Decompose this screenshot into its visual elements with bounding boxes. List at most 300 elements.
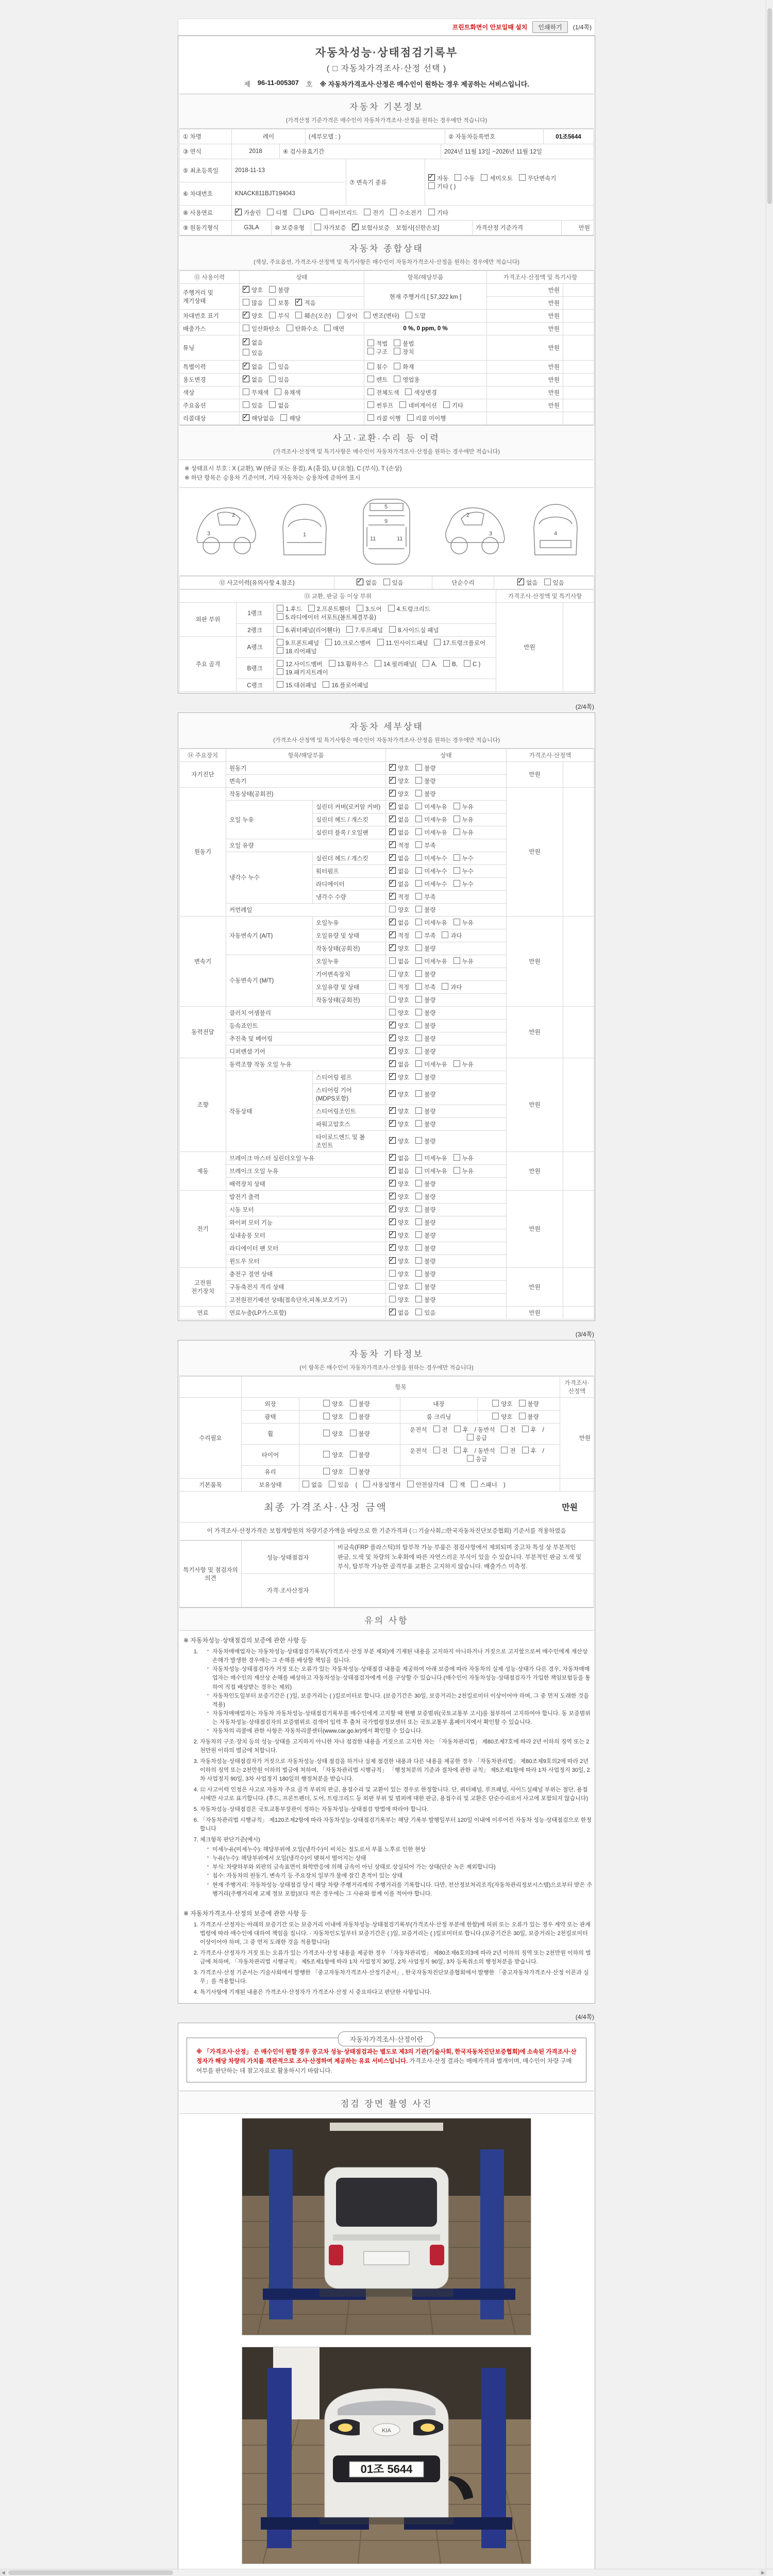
checkbox-checked[interactable] (428, 174, 435, 181)
checkbox[interactable] (467, 1434, 474, 1440)
column-header (180, 749, 226, 761)
cell-text: 만원 (529, 1310, 541, 1316)
checkbox[interactable] (522, 1447, 529, 1453)
checkbox[interactable] (367, 376, 374, 382)
section-title: 사고·교환·수리 등 이력 (333, 433, 440, 443)
checkbox[interactable] (415, 1060, 422, 1067)
checkbox[interactable] (277, 605, 283, 612)
checkbox-option (346, 626, 383, 634)
print-button[interactable]: 인쇄하기 (532, 21, 567, 33)
checkbox-checked[interactable] (389, 1022, 396, 1028)
checkbox[interactable] (280, 414, 287, 421)
checkbox-checked[interactable] (389, 931, 396, 938)
checkbox-option (389, 996, 409, 1004)
checkbox-option (314, 224, 346, 232)
checkbox[interactable] (428, 209, 435, 215)
checkbox[interactable] (415, 1257, 422, 1264)
option-label: 없음 (398, 881, 410, 888)
checkbox[interactable] (407, 414, 414, 421)
detail-condition-table (179, 749, 594, 1319)
checkbox-option (410, 1426, 427, 1434)
checkbox[interactable] (492, 1413, 499, 1419)
cell (386, 1306, 507, 1319)
checkbox[interactable] (453, 828, 460, 835)
checkbox[interactable] (350, 1451, 357, 1458)
checkbox[interactable] (464, 660, 470, 667)
cell (386, 1019, 507, 1032)
cell (240, 374, 364, 386)
checkbox-checked[interactable] (389, 841, 396, 848)
cell (242, 1397, 299, 1410)
cell (180, 761, 226, 787)
checkbox[interactable] (415, 1009, 422, 1015)
checkbox[interactable] (367, 401, 374, 408)
vertical-scrollbar[interactable] (766, 0, 773, 2569)
option-label: 수동 (463, 175, 475, 182)
cell (386, 1216, 507, 1229)
checkbox[interactable] (277, 660, 283, 667)
checkbox-checked[interactable] (352, 224, 359, 230)
checkbox[interactable] (415, 1090, 422, 1097)
option-label: 18.리어패널 (285, 648, 317, 655)
cell (386, 1164, 507, 1177)
checkbox[interactable] (389, 970, 396, 977)
checkbox[interactable] (415, 983, 422, 990)
checkbox[interactable] (367, 363, 374, 369)
table-row (180, 335, 594, 361)
checkbox[interactable] (454, 1426, 461, 1432)
checkbox-checked[interactable] (389, 854, 396, 861)
checkbox[interactable] (294, 209, 300, 215)
option-label: 8.사이드실 패널 (398, 627, 439, 634)
checkbox[interactable] (323, 1413, 330, 1419)
checkbox-checked[interactable] (243, 376, 249, 382)
checkbox-option (433, 1426, 448, 1434)
cell (507, 1306, 563, 1319)
checkbox[interactable] (415, 1206, 422, 1212)
checkbox[interactable] (415, 1296, 422, 1302)
checkbox-option (467, 1434, 487, 1442)
checkbox-option (415, 828, 447, 837)
checkbox[interactable] (394, 340, 400, 346)
checkbox[interactable] (415, 777, 422, 784)
checkbox[interactable] (415, 931, 422, 938)
checkbox-checked[interactable] (389, 1309, 396, 1315)
checkbox[interactable] (415, 944, 422, 951)
checkbox-checked[interactable] (389, 1047, 396, 1054)
checkbox[interactable] (415, 1270, 422, 1277)
checkbox-checked[interactable] (389, 919, 396, 925)
checkbox[interactable] (287, 325, 293, 331)
checkbox[interactable] (415, 1154, 422, 1161)
checkbox[interactable] (443, 401, 450, 408)
checkbox[interactable] (323, 1468, 330, 1475)
cell (386, 1058, 507, 1071)
notice-subitem: ▪ 자동차성능·상태점검자가 거짓 또는 오류가 있는 자동차성능·상태점검 내용을 제공하여 아래 보증에 따라 자동차의 실제 성능·상태가 다른 경우, 자동차매매업자는 매수인의 재산상 손해를 배상하고 자동차성능·상태점검자에게 이를 구상할 수 있습니다.(매수인이 자동차성능·상태점검자가 가입한 책임보험등을 통하여 직접 배상받는 경우는 제외) (207, 1665, 594, 1691)
checkbox[interactable] (415, 1137, 422, 1144)
checkbox[interactable] (415, 1218, 422, 1225)
checkbox[interactable] (415, 1193, 422, 1199)
checkbox[interactable] (394, 348, 400, 354)
option-label: 불량 (424, 1297, 436, 1303)
checkbox[interactable] (350, 1400, 357, 1406)
checkbox[interactable] (323, 1451, 330, 1458)
checkbox-checked[interactable] (243, 286, 249, 293)
cell (240, 386, 364, 399)
checkbox[interactable] (389, 906, 396, 912)
checkbox-option (323, 1430, 343, 1438)
checkbox[interactable] (433, 1426, 440, 1432)
checkbox[interactable] (481, 174, 488, 181)
checkbox[interactable] (364, 209, 371, 215)
checkbox[interactable] (415, 919, 422, 925)
checkbox[interactable] (375, 660, 381, 667)
checkbox[interactable] (453, 957, 460, 964)
option-label: 없음 (398, 920, 410, 926)
checkbox[interactable] (415, 803, 422, 809)
checkbox-checked[interactable] (389, 880, 396, 887)
checkbox[interactable] (367, 414, 374, 421)
checkbox[interactable] (389, 983, 396, 990)
checkbox[interactable] (275, 388, 281, 395)
cell-text: ⑬ 교환, 판금 등 이상 부위 (304, 593, 372, 600)
checkbox-checked[interactable] (389, 828, 396, 835)
checkbox-checked[interactable] (517, 579, 524, 585)
cell (299, 1465, 400, 1478)
checkbox[interactable] (453, 816, 460, 822)
checkbox-option (415, 1180, 435, 1188)
checkbox[interactable] (367, 348, 374, 354)
checkbox-checked[interactable] (389, 1180, 396, 1187)
checkbox[interactable] (434, 639, 441, 646)
checkbox-option (453, 957, 474, 965)
checkbox-checked[interactable] (389, 893, 396, 900)
checkbox[interactable] (389, 1283, 396, 1290)
checkbox[interactable] (415, 1167, 422, 1174)
checkbox[interactable] (415, 1035, 422, 1041)
checkbox[interactable] (519, 1413, 526, 1419)
checkbox-checked[interactable] (389, 1035, 396, 1041)
checkbox[interactable] (501, 1447, 508, 1453)
checkbox[interactable] (415, 790, 422, 796)
checkbox-option (243, 363, 263, 371)
checkbox-checked[interactable] (389, 867, 396, 874)
checkbox[interactable] (415, 1073, 422, 1080)
cell (487, 323, 563, 335)
checkbox[interactable] (443, 660, 450, 667)
checkbox[interactable] (350, 1430, 357, 1436)
appraiser-opinion-label: 가격·조사산정자 (242, 1574, 334, 1607)
checkbox-checked[interactable] (243, 363, 249, 369)
option-label: 불량 (424, 1048, 436, 1055)
overall-condition-table (179, 270, 594, 425)
checkbox[interactable] (415, 1244, 422, 1251)
checkbox-checked[interactable] (389, 1231, 396, 1238)
notice-subitem: ▪ 1. 자동차매매업자는 자동차성능·상태점검기록부(가격조사·산정 부분 제외)에 기재된 내용을 고지하지 아니하거나 거짓으로 고지함으로써 매수인에게 재산상 손해가 발생한 경우에는 그 손해를 배상할 책임을 집니다. (207, 1648, 594, 1665)
checkbox[interactable] (383, 579, 390, 585)
checkbox-option (415, 1270, 435, 1278)
checkbox[interactable] (323, 681, 329, 688)
checkbox[interactable] (433, 1447, 440, 1453)
checkbox[interactable] (442, 931, 448, 938)
checkbox[interactable] (269, 401, 276, 408)
checkbox[interactable] (357, 605, 363, 612)
checkbox[interactable] (453, 1154, 460, 1161)
checkbox-option (269, 312, 289, 320)
checkbox-checked[interactable] (389, 944, 396, 951)
checkbox[interactable] (364, 312, 371, 318)
checkbox-checked[interactable] (389, 790, 396, 796)
option-label: LPG (302, 210, 314, 216)
transmission-options (428, 176, 562, 182)
checkbox[interactable] (389, 1009, 396, 1015)
checkbox-option (352, 224, 390, 232)
scroll-right-arrow[interactable]: ▶ (760, 2570, 766, 2575)
checkbox[interactable] (389, 1270, 396, 1277)
checkbox[interactable] (415, 1309, 422, 1315)
checkbox[interactable] (243, 349, 249, 355)
checkbox[interactable] (389, 957, 396, 964)
checkbox[interactable] (277, 626, 283, 633)
cell-text: 만원 (548, 364, 560, 370)
option-label: 불량 (278, 287, 290, 294)
scroll-left-arrow[interactable]: ◀ (0, 2570, 7, 2575)
checkbox[interactable] (277, 668, 283, 675)
checkbox[interactable] (519, 174, 526, 181)
checkbox[interactable] (415, 854, 422, 861)
checkbox[interactable] (415, 1180, 422, 1187)
cell-text: 제동 (197, 1168, 209, 1175)
horizontal-scrollbar[interactable] (0, 2569, 773, 2576)
checkbox-checked[interactable] (389, 1206, 396, 1212)
checkbox[interactable] (453, 854, 460, 861)
checkbox[interactable] (329, 1481, 335, 1487)
checkbox[interactable] (394, 376, 400, 382)
cell (386, 890, 507, 903)
checkbox-checked[interactable] (389, 1257, 396, 1264)
checkbox[interactable] (467, 1455, 474, 1462)
cell (240, 335, 364, 361)
cell-text: 내장 (433, 1401, 445, 1408)
checkbox[interactable] (323, 1430, 330, 1436)
checkbox-checked[interactable] (389, 1060, 396, 1067)
checkbox[interactable] (367, 340, 374, 346)
checkbox-checked[interactable] (389, 816, 396, 822)
option-label: 3.도어 (365, 606, 382, 613)
checkbox[interactable] (453, 867, 460, 874)
cell-text: 가격조사·산정액 (564, 1380, 590, 1395)
cell-text: 주요옵션 (183, 403, 206, 409)
checkbox-option (389, 1107, 409, 1115)
checkbox[interactable] (269, 363, 276, 369)
checkbox[interactable] (492, 1400, 499, 1406)
checkbox[interactable] (314, 224, 321, 230)
doc-no: 96-11-005307 (257, 79, 299, 87)
checkbox-checked[interactable] (357, 579, 363, 585)
checkbox-checked[interactable] (389, 1120, 396, 1127)
checkbox[interactable] (346, 626, 353, 633)
checkbox[interactable] (388, 605, 395, 612)
checkbox[interactable] (415, 1231, 422, 1238)
checkbox-checked[interactable] (243, 312, 249, 318)
checkbox[interactable] (267, 209, 274, 215)
checkbox[interactable] (394, 363, 400, 369)
checkbox[interactable] (405, 388, 412, 395)
option-label: 없음 (398, 817, 410, 823)
checkbox[interactable] (415, 1047, 422, 1054)
checkbox[interactable] (321, 209, 327, 215)
checkbox[interactable] (415, 970, 422, 977)
notice-block2-list (179, 1921, 594, 1997)
checkbox[interactable] (415, 841, 422, 848)
checkbox[interactable] (415, 880, 422, 887)
checkbox-checked[interactable] (389, 1167, 396, 1174)
svg-text:11: 11 (396, 535, 403, 542)
checkbox[interactable] (407, 1481, 414, 1487)
checkbox[interactable] (415, 1107, 422, 1114)
horizontal-scrollbar-thumb[interactable] (8, 2570, 173, 2575)
checkbox[interactable] (423, 660, 429, 667)
checkbox[interactable] (269, 312, 276, 318)
checkbox-checked[interactable] (389, 1073, 396, 1080)
checkbox-option (415, 1107, 435, 1115)
option-label: 많음 (251, 300, 263, 307)
checkbox[interactable] (501, 1426, 508, 1432)
checkbox[interactable] (350, 1468, 357, 1475)
checkbox-checked[interactable] (389, 1154, 396, 1161)
checkbox-checked[interactable] (389, 764, 396, 771)
checkbox[interactable] (471, 1481, 478, 1487)
checkbox[interactable] (243, 325, 249, 331)
transmission-label: ⑦ 변속기 종류 (346, 159, 425, 205)
checkbox[interactable] (269, 299, 276, 306)
cell-text: 만원 (548, 287, 560, 294)
cell (299, 1397, 400, 1410)
checkbox[interactable] (277, 639, 283, 646)
checkbox[interactable] (453, 1060, 460, 1067)
option-label: 불량 (424, 1258, 436, 1265)
checkbox[interactable] (406, 312, 412, 318)
option-label: 부족 (424, 894, 436, 901)
checkbox-checked[interactable] (243, 338, 249, 345)
first-reg-label: ⑤ 최초등록일 (180, 159, 232, 182)
checkbox[interactable] (415, 906, 422, 912)
checkbox[interactable] (453, 919, 460, 925)
checkbox-checked[interactable] (389, 1090, 396, 1097)
checkbox[interactable] (243, 401, 249, 408)
checkbox[interactable] (323, 1400, 330, 1406)
checkbox[interactable] (324, 325, 331, 331)
checkbox[interactable] (269, 286, 276, 293)
checkbox[interactable] (453, 803, 460, 809)
checkbox[interactable] (428, 182, 435, 189)
year-value: 2018 (232, 144, 280, 159)
checkbox[interactable] (415, 996, 422, 1003)
checkbox[interactable] (367, 388, 374, 395)
checkbox-checked[interactable] (389, 1218, 396, 1225)
submodel-field: (세부모델 : ) (306, 129, 445, 144)
option-label: 양호 (398, 945, 410, 952)
checkbox[interactable] (415, 1283, 422, 1290)
checkbox[interactable] (363, 1481, 370, 1487)
checkbox-checked[interactable] (389, 1193, 396, 1199)
option-label: 누유 (462, 1168, 474, 1175)
option-label: 썬루프 (376, 403, 394, 409)
checkbox[interactable] (415, 1022, 422, 1028)
cell (386, 1229, 507, 1242)
checkbox[interactable] (329, 660, 335, 667)
table-row (180, 361, 594, 374)
checkbox[interactable] (277, 647, 283, 654)
checkbox[interactable] (450, 1481, 457, 1487)
checkbox-checked[interactable] (389, 1137, 396, 1144)
checkbox-checked[interactable] (235, 209, 242, 215)
checkbox[interactable] (390, 209, 397, 215)
checkbox[interactable] (350, 1413, 357, 1419)
checkbox[interactable] (308, 605, 315, 612)
checkbox[interactable] (277, 613, 283, 620)
checkbox[interactable] (453, 880, 460, 887)
checkbox[interactable] (399, 401, 406, 408)
checkbox[interactable] (377, 639, 384, 646)
cell-text: 클러치 어셈블리 (229, 1010, 271, 1016)
inspection-photo-front (242, 2347, 531, 2564)
checkbox[interactable] (415, 816, 422, 822)
checkbox[interactable] (544, 579, 551, 585)
section-photos (179, 2091, 594, 2571)
option-label: 불량 (424, 971, 436, 978)
vertical-scrollbar-thumb[interactable] (767, 8, 772, 204)
table-row (180, 1190, 594, 1203)
checkbox[interactable] (389, 1296, 396, 1302)
checkbox[interactable] (295, 312, 302, 318)
cell (560, 1397, 594, 1478)
checkbox[interactable] (269, 376, 276, 382)
checkbox[interactable] (325, 639, 332, 646)
checkbox-checked[interactable] (389, 803, 396, 809)
checkbox[interactable] (415, 828, 422, 835)
checkbox-checked[interactable] (389, 1244, 396, 1251)
checkbox[interactable] (415, 1120, 422, 1127)
checkbox[interactable] (415, 893, 422, 900)
checkbox[interactable] (442, 983, 448, 990)
checkbox[interactable] (415, 867, 422, 874)
checkbox[interactable] (415, 764, 422, 771)
option-label: 불량 (424, 1245, 436, 1252)
checkbox[interactable] (522, 1426, 529, 1432)
checkbox[interactable] (453, 1167, 460, 1174)
checkbox-checked[interactable] (389, 777, 396, 784)
checkbox[interactable] (243, 388, 249, 395)
checkbox-checked[interactable] (389, 1107, 396, 1114)
section-title: 자동차 기타정보 (349, 1349, 424, 1359)
checkbox[interactable] (243, 299, 249, 306)
checkbox[interactable] (338, 312, 344, 318)
checkbox-checked[interactable] (295, 299, 302, 306)
cell-text: 오일유량 및 상태 (316, 933, 360, 939)
checkbox[interactable] (389, 996, 396, 1003)
checkbox-checked[interactable] (243, 414, 249, 421)
checkbox[interactable] (303, 1481, 309, 1487)
print-install-notice[interactable]: 프린트화면이 안보일때 설치 (452, 24, 528, 31)
checkbox[interactable] (415, 957, 422, 964)
checkbox[interactable] (454, 1447, 461, 1453)
checkbox[interactable] (519, 1400, 526, 1406)
checkbox-option (453, 816, 474, 824)
checkbox[interactable] (389, 626, 396, 633)
checkbox[interactable] (277, 681, 283, 688)
checkbox[interactable] (455, 174, 461, 181)
